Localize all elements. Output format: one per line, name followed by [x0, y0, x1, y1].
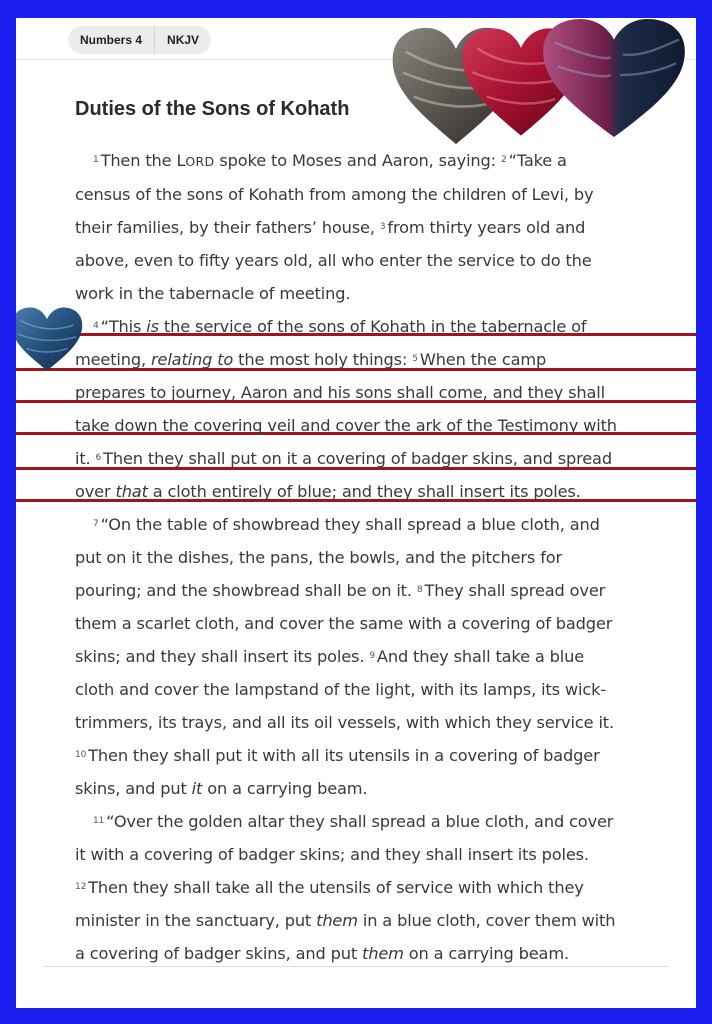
- verse-number: 11: [93, 816, 105, 826]
- verse-number: 9: [369, 651, 375, 661]
- text-line: a covering of badger skins, and put them on a carrying beam.: [75, 944, 569, 963]
- text-line: skins, and put it on a carrying beam.: [75, 779, 368, 798]
- verse-number: 6: [95, 453, 102, 463]
- yarn-heart-blue-icon: [16, 306, 84, 372]
- reader-page: [16, 18, 696, 1008]
- section-heading: Duties of the Sons of Kohath: [75, 98, 350, 120]
- verse-number: 10: [75, 750, 87, 760]
- verse-number: 8: [416, 585, 423, 595]
- verse-number: 5: [412, 354, 418, 364]
- text-line: minister in the sanctuary, put them in a blue cloth, cover them with: [75, 911, 616, 930]
- scripture-text: [75, 144, 645, 970]
- chapter-tab-bar: [68, 26, 211, 54]
- text-line: $^{12}$ Then they shall take all the utensils of service with which they: [75, 878, 584, 897]
- text-line: trimmers, its trays, and all its oil vessels, with which they service it.: [75, 713, 614, 732]
- text-line: them a scarlet cloth, and cover the same with a covering of badger: [75, 614, 613, 633]
- text-line: meeting, relating to the most holy things: $^5$ When the camp: [75, 350, 547, 369]
- tab-book-chapter[interactable]: Numbers 4: [80, 33, 143, 47]
- text-line: $^{11}$ “Over the golden altar they shall spread a blue cloth, and cover: [93, 812, 614, 831]
- text-line: $^7$ “On the table of showbread they shall spread a blue cloth, and: [93, 515, 600, 534]
- text-line: cloth and cover the lampstand of the light, with its lamps, its wick-: [75, 680, 606, 699]
- verse-number: 3: [379, 222, 386, 232]
- verse-number: 4: [93, 321, 99, 331]
- verse-number: 7: [93, 519, 99, 529]
- text-line: work in the tabernacle of meeting.: [75, 284, 351, 303]
- text-line: over that a cloth entirely of blue; and they shall insert its poles.: [75, 482, 581, 501]
- text-line: $^4$ “This is the service of the sons of Kohath in the tabernacle of: [93, 317, 587, 336]
- tab-translation[interactable]: NKJV: [154, 26, 211, 54]
- verse-number: 2: [500, 155, 507, 165]
- text-line: it with a covering of badger skins; and they shall insert its poles.: [75, 845, 589, 864]
- text-line: above, even to fifty years old, all who enter the service to do the: [75, 251, 592, 270]
- footer-divider: [44, 966, 668, 967]
- text-line: prepares to journey, Aaron and his sons shall come, and they shall: [75, 383, 605, 402]
- text-line: their families, by their fathers’ house, $^3$ from thirty years old and: [75, 218, 586, 237]
- text-line: $^1$ Then the LORD spoke to Moses and Aaron, saying: $^2$ “Take a: [93, 151, 567, 170]
- text-line: take down the covering veil and cover the ark of the Testimony with: [75, 416, 617, 435]
- text-line: $^{10}$ Then they shall put it with all its utensils in a covering of badger: [75, 746, 600, 765]
- text-line: skins; and they shall insert its poles. $^9$ And they shall take a blue: [75, 647, 585, 666]
- text-line: census of the sons of Kohath from among the children of Levi, by: [75, 185, 594, 204]
- text-line: it. $^6$ Then they shall put on it a covering of badger skins, and spread: [75, 449, 612, 468]
- yarn-heart-magenta-navy-icon: [540, 18, 688, 140]
- text-line: put on it the dishes, the pans, the bowls, and the pitchers for: [75, 548, 563, 567]
- text-line: pouring; and the showbread shall be on it. $^8$ They shall spread over: [75, 581, 606, 600]
- verse-number: 1: [93, 155, 99, 165]
- verse-number: 12: [75, 882, 87, 892]
